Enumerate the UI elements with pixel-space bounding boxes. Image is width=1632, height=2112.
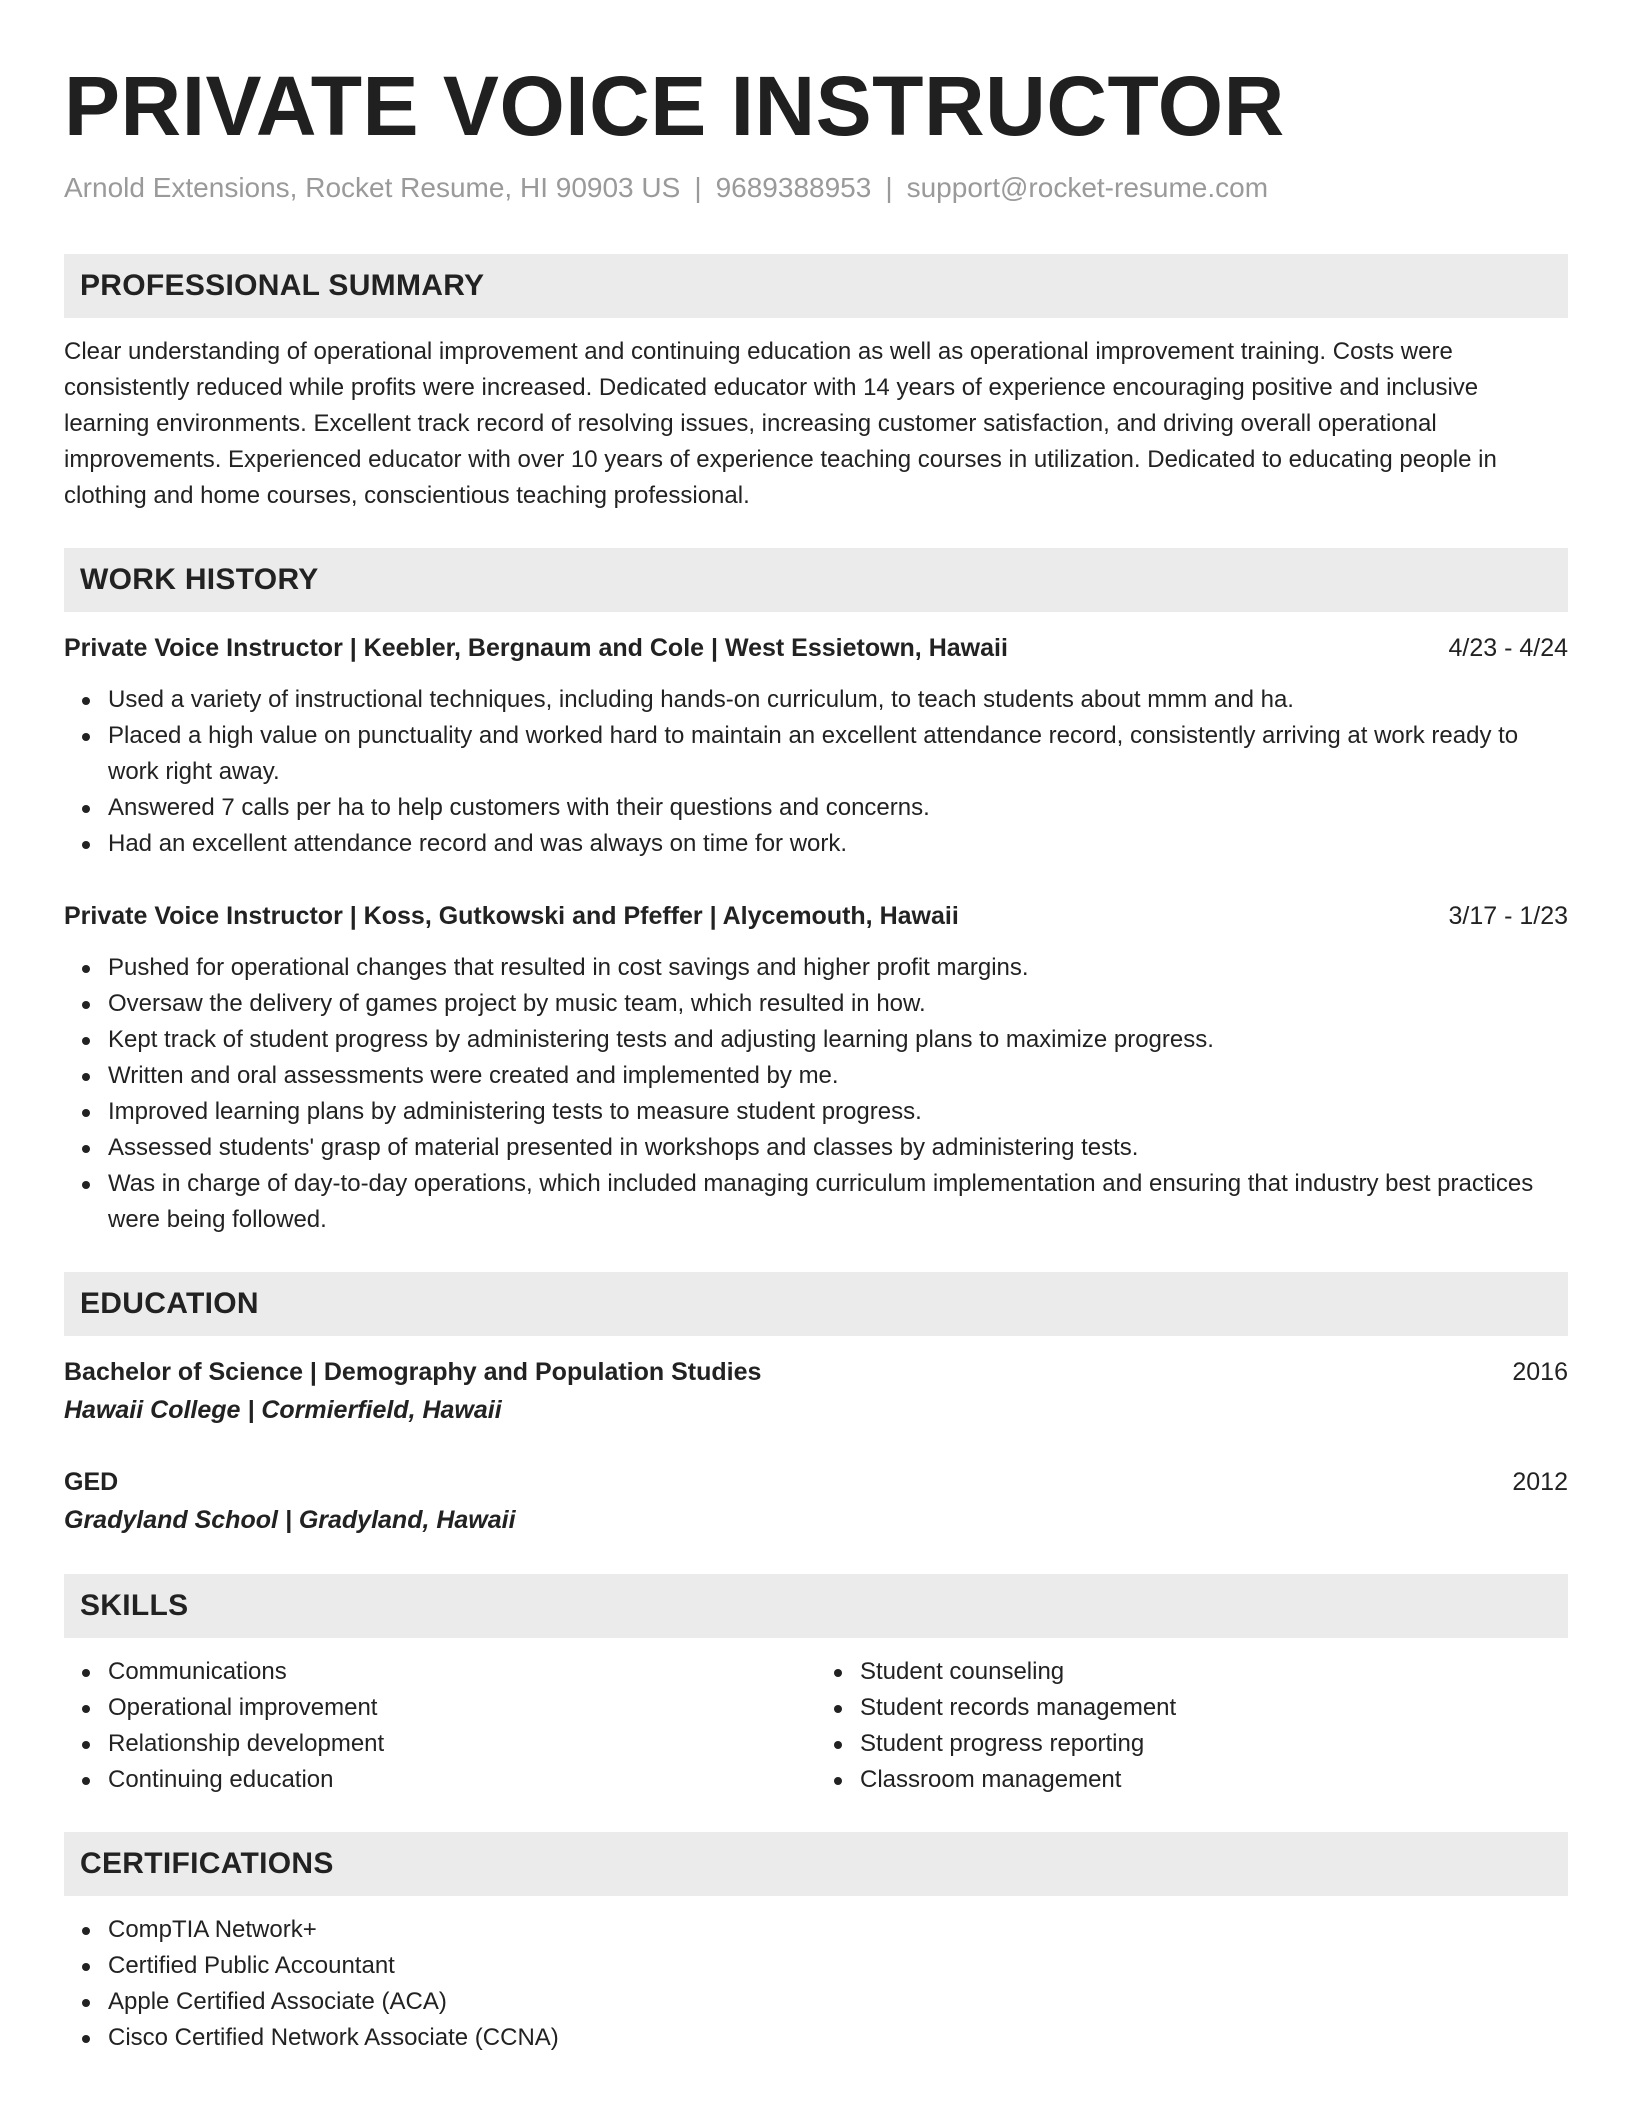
job-title: Private Voice Instructor | Koss, Gutkowski and Pfeffer | Alycemouth, Hawaii xyxy=(64,902,959,930)
education-entry xyxy=(64,1354,1568,1430)
resume-title: PRIVATE VOICE INSTRUCTOR xyxy=(64,59,1285,153)
list-item: Written and oral assessments were created and implemented by me. xyxy=(108,1058,1568,1094)
list-item: Assessed students' grasp of material presented in workshops and classes by administering tests. xyxy=(108,1130,1568,1166)
list-item: Pushed for operational changes that resulted in cost savings and higher profit margins. xyxy=(108,950,1568,986)
list-item: Used a variety of instructional techniques, including hands-on curriculum, to teach students about mmm and ha. xyxy=(108,682,1568,718)
job-bullets xyxy=(64,950,1568,1238)
list-item: Student progress reporting xyxy=(860,1726,1568,1762)
list-item: Relationship development xyxy=(108,1726,816,1762)
list-item: Communications xyxy=(108,1654,816,1690)
list-item: Placed a high value on punctuality and worked hard to maintain an excellent attendance record, consistently arriving at work ready to work right away. xyxy=(108,718,1568,790)
education-school: Gradyland School | Gradyland, Hawaii xyxy=(64,1506,516,1534)
section-header-summary: PROFESSIONAL SUMMARY xyxy=(64,254,1568,318)
section-header-work-history: WORK HISTORY xyxy=(64,548,1568,612)
list-item: Student counseling xyxy=(860,1654,1568,1690)
contact-phone: 9689388953 xyxy=(715,172,872,203)
skills-column-left xyxy=(64,1654,816,1798)
list-item: Answered 7 calls per ha to help customers with their questions and concerns. xyxy=(108,790,1568,826)
job-header xyxy=(64,630,1568,666)
education-degree: GED xyxy=(64,1468,119,1496)
list-item: Had an excellent attendance record and was always on time for work. xyxy=(108,826,1568,862)
job-entry xyxy=(64,630,1568,862)
education-header xyxy=(64,1464,1568,1500)
list-item: Certified Public Accountant xyxy=(108,1948,1568,1984)
job-title: Private Voice Instructor | Keebler, Bergnaum and Cole | West Essietown, Hawaii xyxy=(64,634,1008,662)
list-item: Apple Certified Associate (ACA) xyxy=(108,1984,1568,2020)
education-header xyxy=(64,1354,1568,1390)
list-item: Continuing education xyxy=(108,1762,816,1798)
skills-column-right xyxy=(816,1654,1568,1798)
list-item: Cisco Certified Network Associate (CCNA) xyxy=(108,2020,1568,2056)
list-item: Improved learning plans by administering tests to measure student progress. xyxy=(108,1094,1568,1130)
job-dates: 4/23 - 4/24 xyxy=(1448,634,1568,662)
list-item: Oversaw the delivery of games project by music team, which resulted in how. xyxy=(108,986,1568,1022)
list-item: CompTIA Network+ xyxy=(108,1912,1568,1948)
contact-separator: | xyxy=(694,172,702,203)
skills-list xyxy=(64,1654,816,1798)
list-item: Kept track of student progress by administering tests and adjusting learning plans to maximize progress. xyxy=(108,1022,1568,1058)
certifications-list xyxy=(64,1912,1568,2056)
education-degree: Bachelor of Science | Demography and Population Studies xyxy=(64,1358,762,1386)
job-entry xyxy=(64,898,1568,1238)
education-year: 2016 xyxy=(1512,1358,1568,1386)
skills-grid xyxy=(64,1654,1568,1798)
section-header-certifications: CERTIFICATIONS xyxy=(64,1832,1568,1896)
skills-list xyxy=(816,1654,1568,1798)
section-header-education: EDUCATION xyxy=(64,1272,1568,1336)
education-entry xyxy=(64,1464,1568,1540)
education-year: 2012 xyxy=(1512,1468,1568,1496)
list-item: Student records management xyxy=(860,1690,1568,1726)
job-header xyxy=(64,898,1568,934)
contact-separator: | xyxy=(885,172,893,203)
job-dates: 3/17 - 1/23 xyxy=(1448,902,1568,930)
contact-address: Arnold Extensions, Rocket Resume, HI 90903 US xyxy=(64,172,681,203)
contact-email: support@rocket-resume.com xyxy=(906,172,1269,203)
job-bullets xyxy=(64,682,1568,862)
contact-line xyxy=(64,170,1568,206)
list-item: Operational improvement xyxy=(108,1690,816,1726)
education-school: Hawaii College | Cormierfield, Hawaii xyxy=(64,1396,502,1424)
list-item: Classroom management xyxy=(860,1762,1568,1798)
section-header-skills: SKILLS xyxy=(64,1574,1568,1638)
list-item: Was in charge of day-to-day operations, which included managing curriculum implementation and ensuring that industry best practices were being followed. xyxy=(108,1166,1568,1238)
summary-text: Clear understanding of operational improvement and continuing education as well as operational improvement training. Costs were consistently reduced while profits were increased. Dedicated educator with 14 years of experience encouraging positive and inclusive learning environments. Excellent track record of resolving issues, increasing customer satisfaction, and driving overall operational improvements. Experienced educator with over 10 years of experience teaching courses in utilization. Dedicated to educating people in clothing and home courses, conscientious teaching professional. xyxy=(64,338,1497,509)
